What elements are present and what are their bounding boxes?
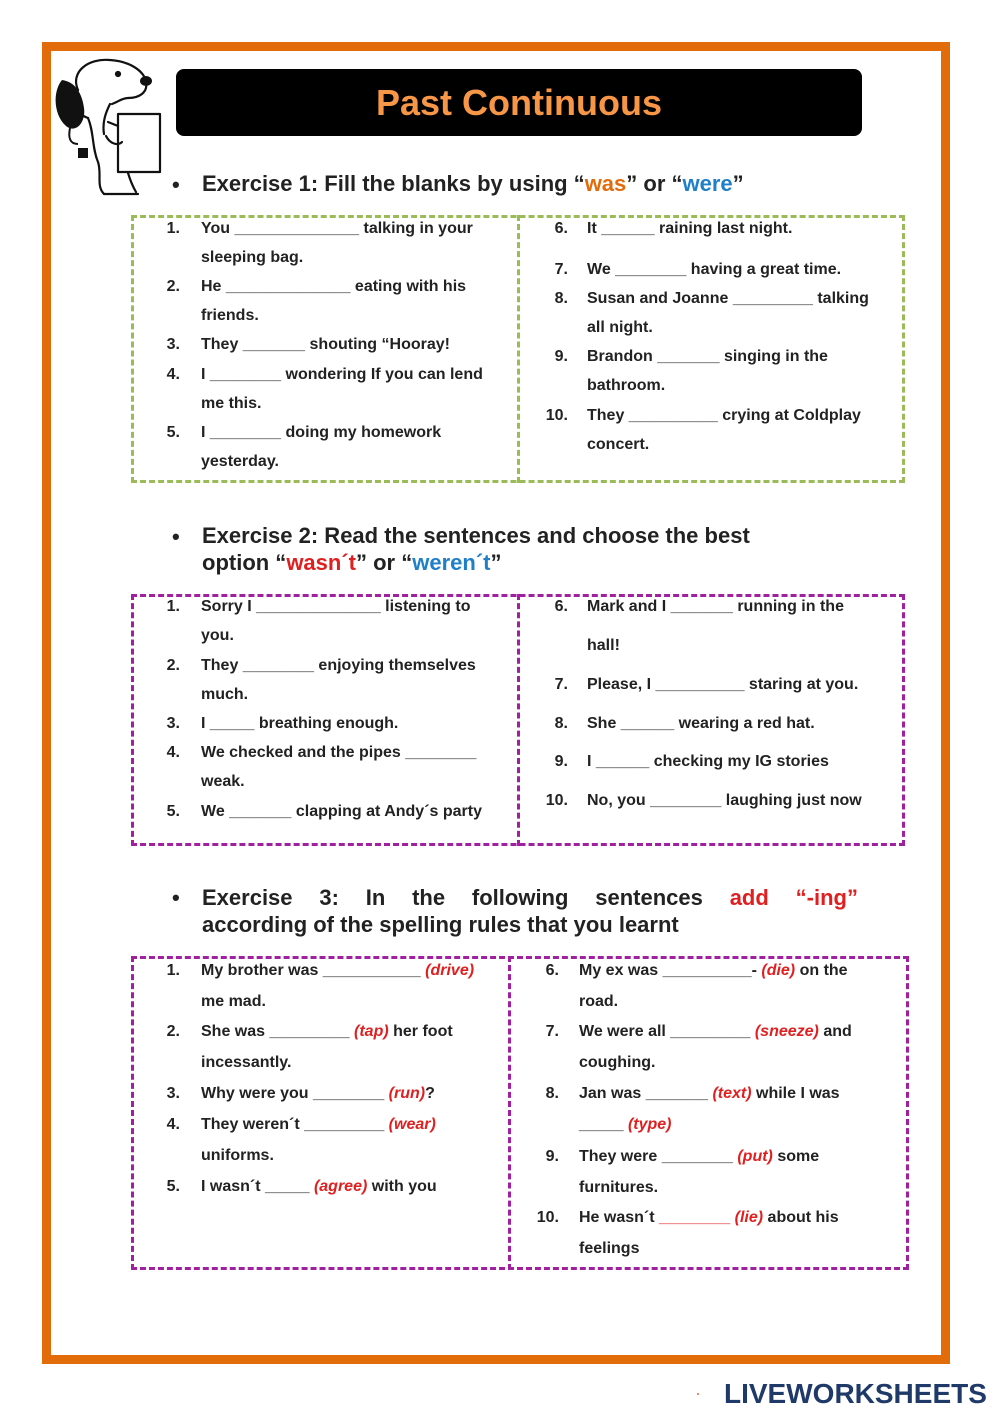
item-sentence xyxy=(201,1017,453,1046)
verb-hint: (tap) xyxy=(354,1023,389,1040)
item-sentence-cont: me mad. xyxy=(201,993,266,1010)
item-sentence: They __________ crying at Coldplay xyxy=(587,407,861,424)
item-sentence-cont: you. xyxy=(201,627,234,644)
item-sentence-cont: bathroom. xyxy=(587,377,666,394)
red-blank: ________ xyxy=(659,1209,731,1226)
item-sentence: We ________ having a great time. xyxy=(587,261,842,278)
heading-word: the xyxy=(412,885,446,910)
item-number: 9. xyxy=(554,348,568,365)
bullet: • xyxy=(172,524,180,549)
footer-logo-text[interactable]: LIVEWORKSHEETS xyxy=(724,1378,987,1409)
item-number: 6. xyxy=(554,598,568,615)
sentence-text: her foot xyxy=(388,1023,453,1040)
item-number: 10. xyxy=(545,407,568,424)
item-sentence: You ______________ talking in your xyxy=(201,220,473,237)
item-sentence xyxy=(579,1017,852,1046)
heading-word: In xyxy=(365,885,386,910)
item-sentence: They ________ enjoying themselves xyxy=(201,657,476,674)
sentence-text: some xyxy=(772,1148,820,1165)
bullet: • xyxy=(172,172,180,197)
sentence-text: She was _________ xyxy=(201,1023,355,1040)
sentence-text: They were ________ xyxy=(579,1148,738,1165)
column-divider xyxy=(517,215,520,483)
item-number: 10. xyxy=(545,792,568,809)
item-sentence-cont: road. xyxy=(579,993,619,1010)
item-sentence xyxy=(201,1079,435,1108)
item-number: 7. xyxy=(554,261,568,278)
item-sentence: Susan and Joanne _________ talking xyxy=(587,290,869,307)
item-number: 2. xyxy=(166,278,180,295)
sentence-text: My brother was ___________ xyxy=(201,962,426,979)
sentence-text: with you xyxy=(367,1178,437,1195)
item-number: 3. xyxy=(166,1085,180,1102)
sentence-text: My ex was __________- xyxy=(579,962,762,979)
verb-hint: (type) xyxy=(627,1116,672,1133)
item-number: 6. xyxy=(545,962,559,979)
sentence-text: ? xyxy=(425,1085,435,1102)
item-sentence: Sorry I ______________ listening to xyxy=(201,598,471,615)
sentence-text: and xyxy=(818,1023,852,1040)
exercise3-heading xyxy=(202,884,858,938)
sentence-text: Jan was _______ xyxy=(579,1085,713,1102)
heading-text: Exercise 1: Fill the blanks by using “ xyxy=(202,171,585,196)
heading-text: ” xyxy=(490,550,502,575)
keyword-wasnt: wasn´t xyxy=(286,550,356,575)
keyword-werent: weren´t xyxy=(412,550,491,575)
item-sentence: Brandon _______ singing in the xyxy=(587,348,828,365)
item-number: 7. xyxy=(554,676,568,693)
item-number: 5. xyxy=(166,803,180,820)
item-sentence xyxy=(201,1172,437,1201)
heading-line xyxy=(202,884,858,911)
verb-hint: (lie) xyxy=(730,1209,764,1226)
item-sentence: We checked and the pipes ________ xyxy=(201,744,477,761)
verb-hint: (drive) xyxy=(425,962,475,979)
item-sentence: They _______ shouting “Hooray! xyxy=(201,336,450,353)
item-sentence-cont: weak. xyxy=(201,773,245,790)
item-sentence-cont: me this. xyxy=(201,395,262,412)
sentence-text: about his xyxy=(763,1209,839,1226)
heading-line: Exercise 2: Read the sentences and choose the best xyxy=(202,523,750,548)
item-sentence: He ______________ eating with his xyxy=(201,278,467,295)
sentence-text: while I was xyxy=(751,1085,840,1102)
column-divider xyxy=(508,956,511,1270)
bullet: • xyxy=(172,885,180,910)
item-number: 1. xyxy=(166,220,180,237)
heading-text: ” xyxy=(732,171,744,196)
sentence-text: They weren´t _________ xyxy=(201,1116,389,1133)
verb-hint: (agree) xyxy=(313,1178,368,1195)
keyword-ing: “-ing” xyxy=(795,885,858,910)
item-sentence xyxy=(579,1142,819,1171)
item-sentence xyxy=(579,1203,839,1232)
item-number: 9. xyxy=(554,753,568,770)
sentence-text: Why were you ________ xyxy=(201,1085,389,1102)
item-number: 2. xyxy=(166,657,180,674)
item-sentence-cont: coughing. xyxy=(579,1054,656,1071)
item-number: 3. xyxy=(166,715,180,732)
item-sentence: She ______ wearing a red hat. xyxy=(587,715,815,732)
liveworksheets-logo-icon xyxy=(697,1380,723,1408)
item-number: 8. xyxy=(554,715,568,732)
item-number: 4. xyxy=(166,744,180,761)
item-number: 5. xyxy=(166,424,180,441)
item-sentence: I ________ doing my homework xyxy=(201,424,442,441)
column-divider xyxy=(517,594,520,846)
heading-text: ” or “ xyxy=(626,171,683,196)
verb-hint: (run) xyxy=(388,1085,426,1102)
verb-hint: (text) xyxy=(712,1085,752,1102)
item-sentence: We _______ clapping at Andy´s party xyxy=(201,803,482,820)
verb-hint: (wear) xyxy=(388,1116,436,1133)
keyword-were: were xyxy=(682,171,733,196)
heading-word: following xyxy=(471,885,569,910)
item-sentence xyxy=(579,956,848,985)
item-sentence-cont: incessantly. xyxy=(201,1054,292,1071)
snoopy-illustration xyxy=(48,52,168,200)
item-number: 4. xyxy=(166,1116,180,1133)
item-sentence-cont: concert. xyxy=(587,436,650,453)
sentence-text: _____ xyxy=(579,1116,628,1133)
item-number: 7. xyxy=(545,1023,559,1040)
sentence-text: He wasn´t xyxy=(579,1209,660,1226)
sentence-text: We were all _________ xyxy=(579,1023,755,1040)
item-sentence xyxy=(201,956,474,985)
item-sentence-cont: much. xyxy=(201,686,249,703)
item-sentence-cont: uniforms. xyxy=(201,1147,274,1164)
item-sentence-cont: feelings xyxy=(579,1240,640,1257)
item-number: 1. xyxy=(166,598,180,615)
item-number: 4. xyxy=(166,366,180,383)
exercise1-heading xyxy=(202,170,744,197)
page-title: Past Continuous xyxy=(376,82,662,123)
heading-line: according of the spelling rules that you learnt xyxy=(202,912,679,937)
item-sentence-cont: sleeping bag. xyxy=(201,249,304,266)
item-sentence: Mark and I _______ running in the xyxy=(587,598,844,615)
sentence-text: on the xyxy=(795,962,848,979)
item-sentence-cont: hall! xyxy=(587,637,620,654)
item-sentence-cont: yesterday. xyxy=(201,453,279,470)
item-number: 5. xyxy=(166,1178,180,1195)
item-sentence-cont: friends. xyxy=(201,307,259,324)
item-sentence: I _____ breathing enough. xyxy=(201,715,399,732)
heading-text: option “ xyxy=(202,550,287,575)
item-number: 6. xyxy=(554,220,568,237)
sentence-text: I wasn´t _____ xyxy=(201,1178,314,1195)
heading-line xyxy=(202,549,750,576)
keyword-add: add xyxy=(729,885,769,910)
verb-hint: (put) xyxy=(737,1148,773,1165)
item-sentence xyxy=(201,1110,436,1139)
item-number: 3. xyxy=(166,336,180,353)
item-sentence: I ______ checking my IG stories xyxy=(587,753,829,770)
item-sentence: It ______ raining last night. xyxy=(587,220,793,237)
item-number: 2. xyxy=(166,1023,180,1040)
heading-word: 3: xyxy=(319,885,339,910)
heading-text: ” or “ xyxy=(356,550,413,575)
item-number: 8. xyxy=(545,1085,559,1102)
item-number: 10. xyxy=(536,1209,559,1226)
item-sentence-cont: furnitures. xyxy=(579,1179,659,1196)
item-number: 9. xyxy=(545,1148,559,1165)
verb-hint: (die) xyxy=(761,962,796,979)
item-sentence: No, you ________ laughing just now xyxy=(587,792,862,809)
item-sentence: Please, I __________ staring at you. xyxy=(587,676,859,693)
item-sentence-cont xyxy=(579,1110,672,1139)
heading-word: Exercise xyxy=(202,885,293,910)
item-sentence xyxy=(579,1079,840,1108)
heading-word: sentences xyxy=(595,885,703,910)
exercise2-heading xyxy=(202,522,750,576)
item-sentence: I ________ wondering If you can lend xyxy=(201,366,483,383)
item-number: 1. xyxy=(166,962,180,979)
keyword-was: was xyxy=(584,171,627,196)
item-number: 8. xyxy=(554,290,568,307)
verb-hint: (sneeze) xyxy=(754,1023,819,1040)
item-sentence-cont: all night. xyxy=(587,319,653,336)
